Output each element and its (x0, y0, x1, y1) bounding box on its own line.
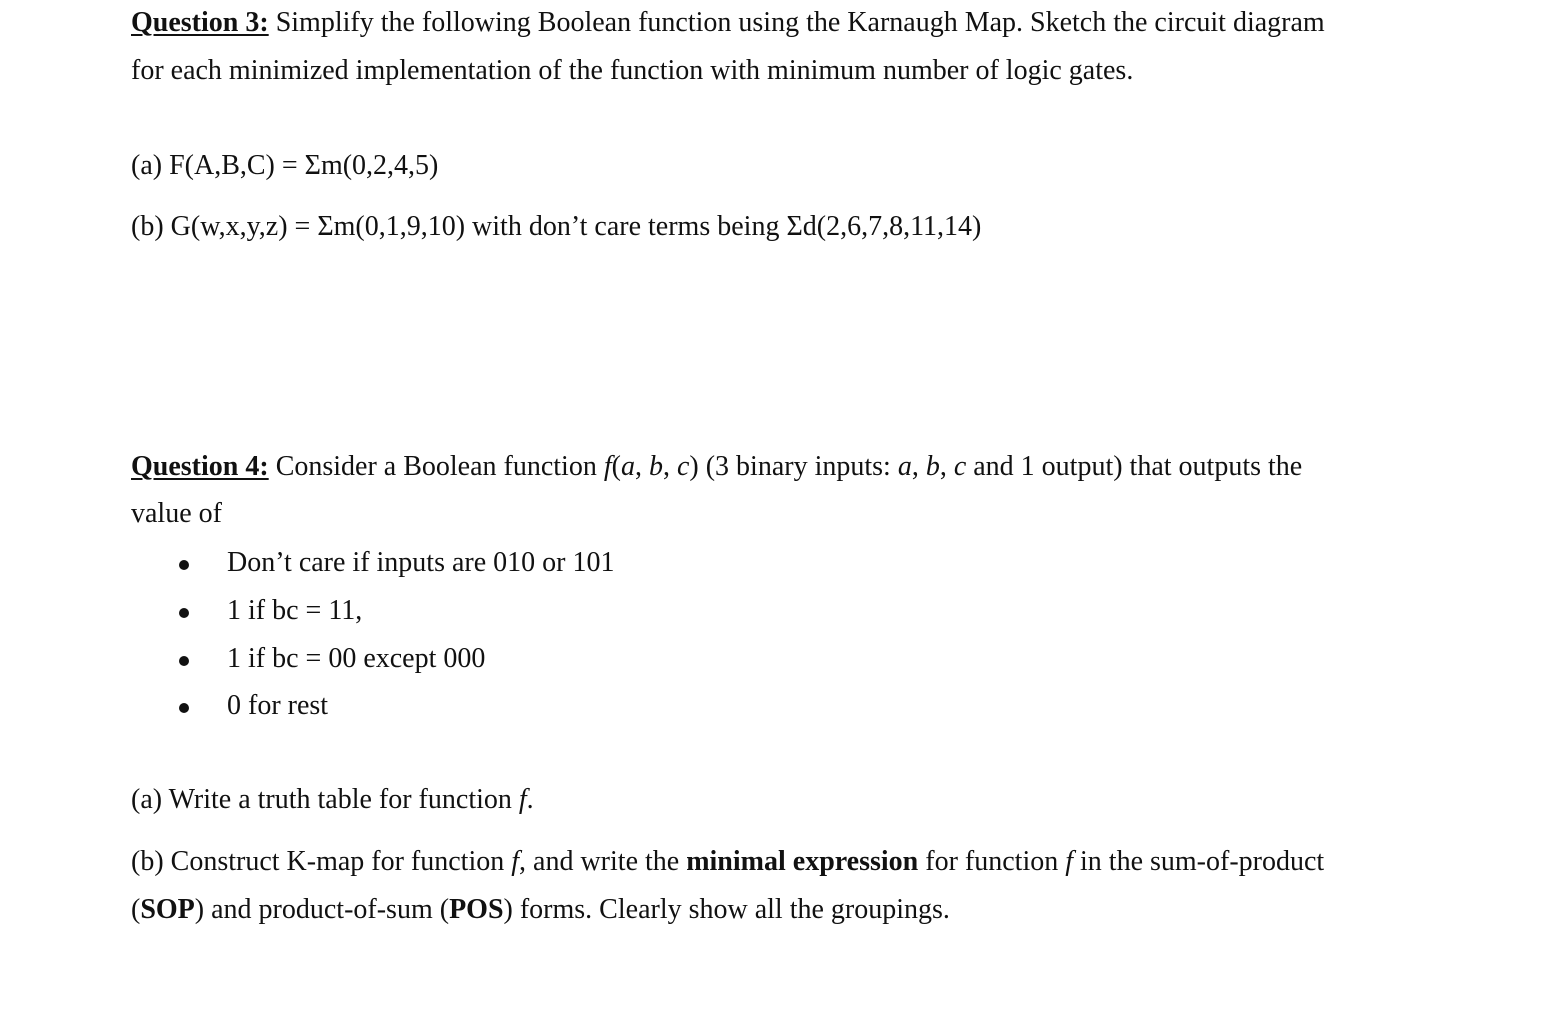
question3-part-b: (b) G(w,x,y,z) = Σm(0,1,9,10) with don’t care terms being Σd(2,6,7,8,11,14) (131, 211, 982, 242)
emphasis-pos: POS (449, 894, 504, 925)
question4-intro-line2: value of (131, 498, 222, 529)
question4-heading: Question 4: (131, 451, 269, 482)
question3-part-a: (a) F(A,B,C) = Σm(0,2,4,5) (131, 150, 439, 181)
emphasis-sop: SOP (140, 894, 195, 925)
bullet-icon (179, 703, 189, 713)
question4-intro-line1: Question 4: Consider a Boolean function f(a, b, c) (3 binary inputs: a, b, c and 1 output) that outputs the (131, 451, 1303, 482)
bullet-icon (179, 608, 189, 618)
question3-intro-text: Simplify the following Boolean function using the Karnaugh Map. Sketch the circuit diagram (268, 7, 1325, 38)
question3-heading: Question 3: (131, 7, 269, 38)
emphasis-minimal-expression: minimal expression (686, 846, 919, 877)
bullet-icon (179, 560, 189, 570)
function-f: f (603, 451, 612, 482)
question3-intro-line1 (131, 9, 1325, 37)
question4-part-b-line1: (b) Construct K-map for function f, and write the minimal expression for function f in the sum-of-product (131, 846, 1325, 877)
bullet-icon (179, 656, 189, 666)
question4-part-b-line2: (SOP) and product-of-sum (POS) forms. Clearly show all the groupings. (131, 894, 950, 925)
question3-intro-line2: for each minimized implementation of the function with minimum number of logic gates. (131, 55, 1134, 86)
question4-part-a: (a) Write a truth table for function f. (131, 784, 534, 815)
